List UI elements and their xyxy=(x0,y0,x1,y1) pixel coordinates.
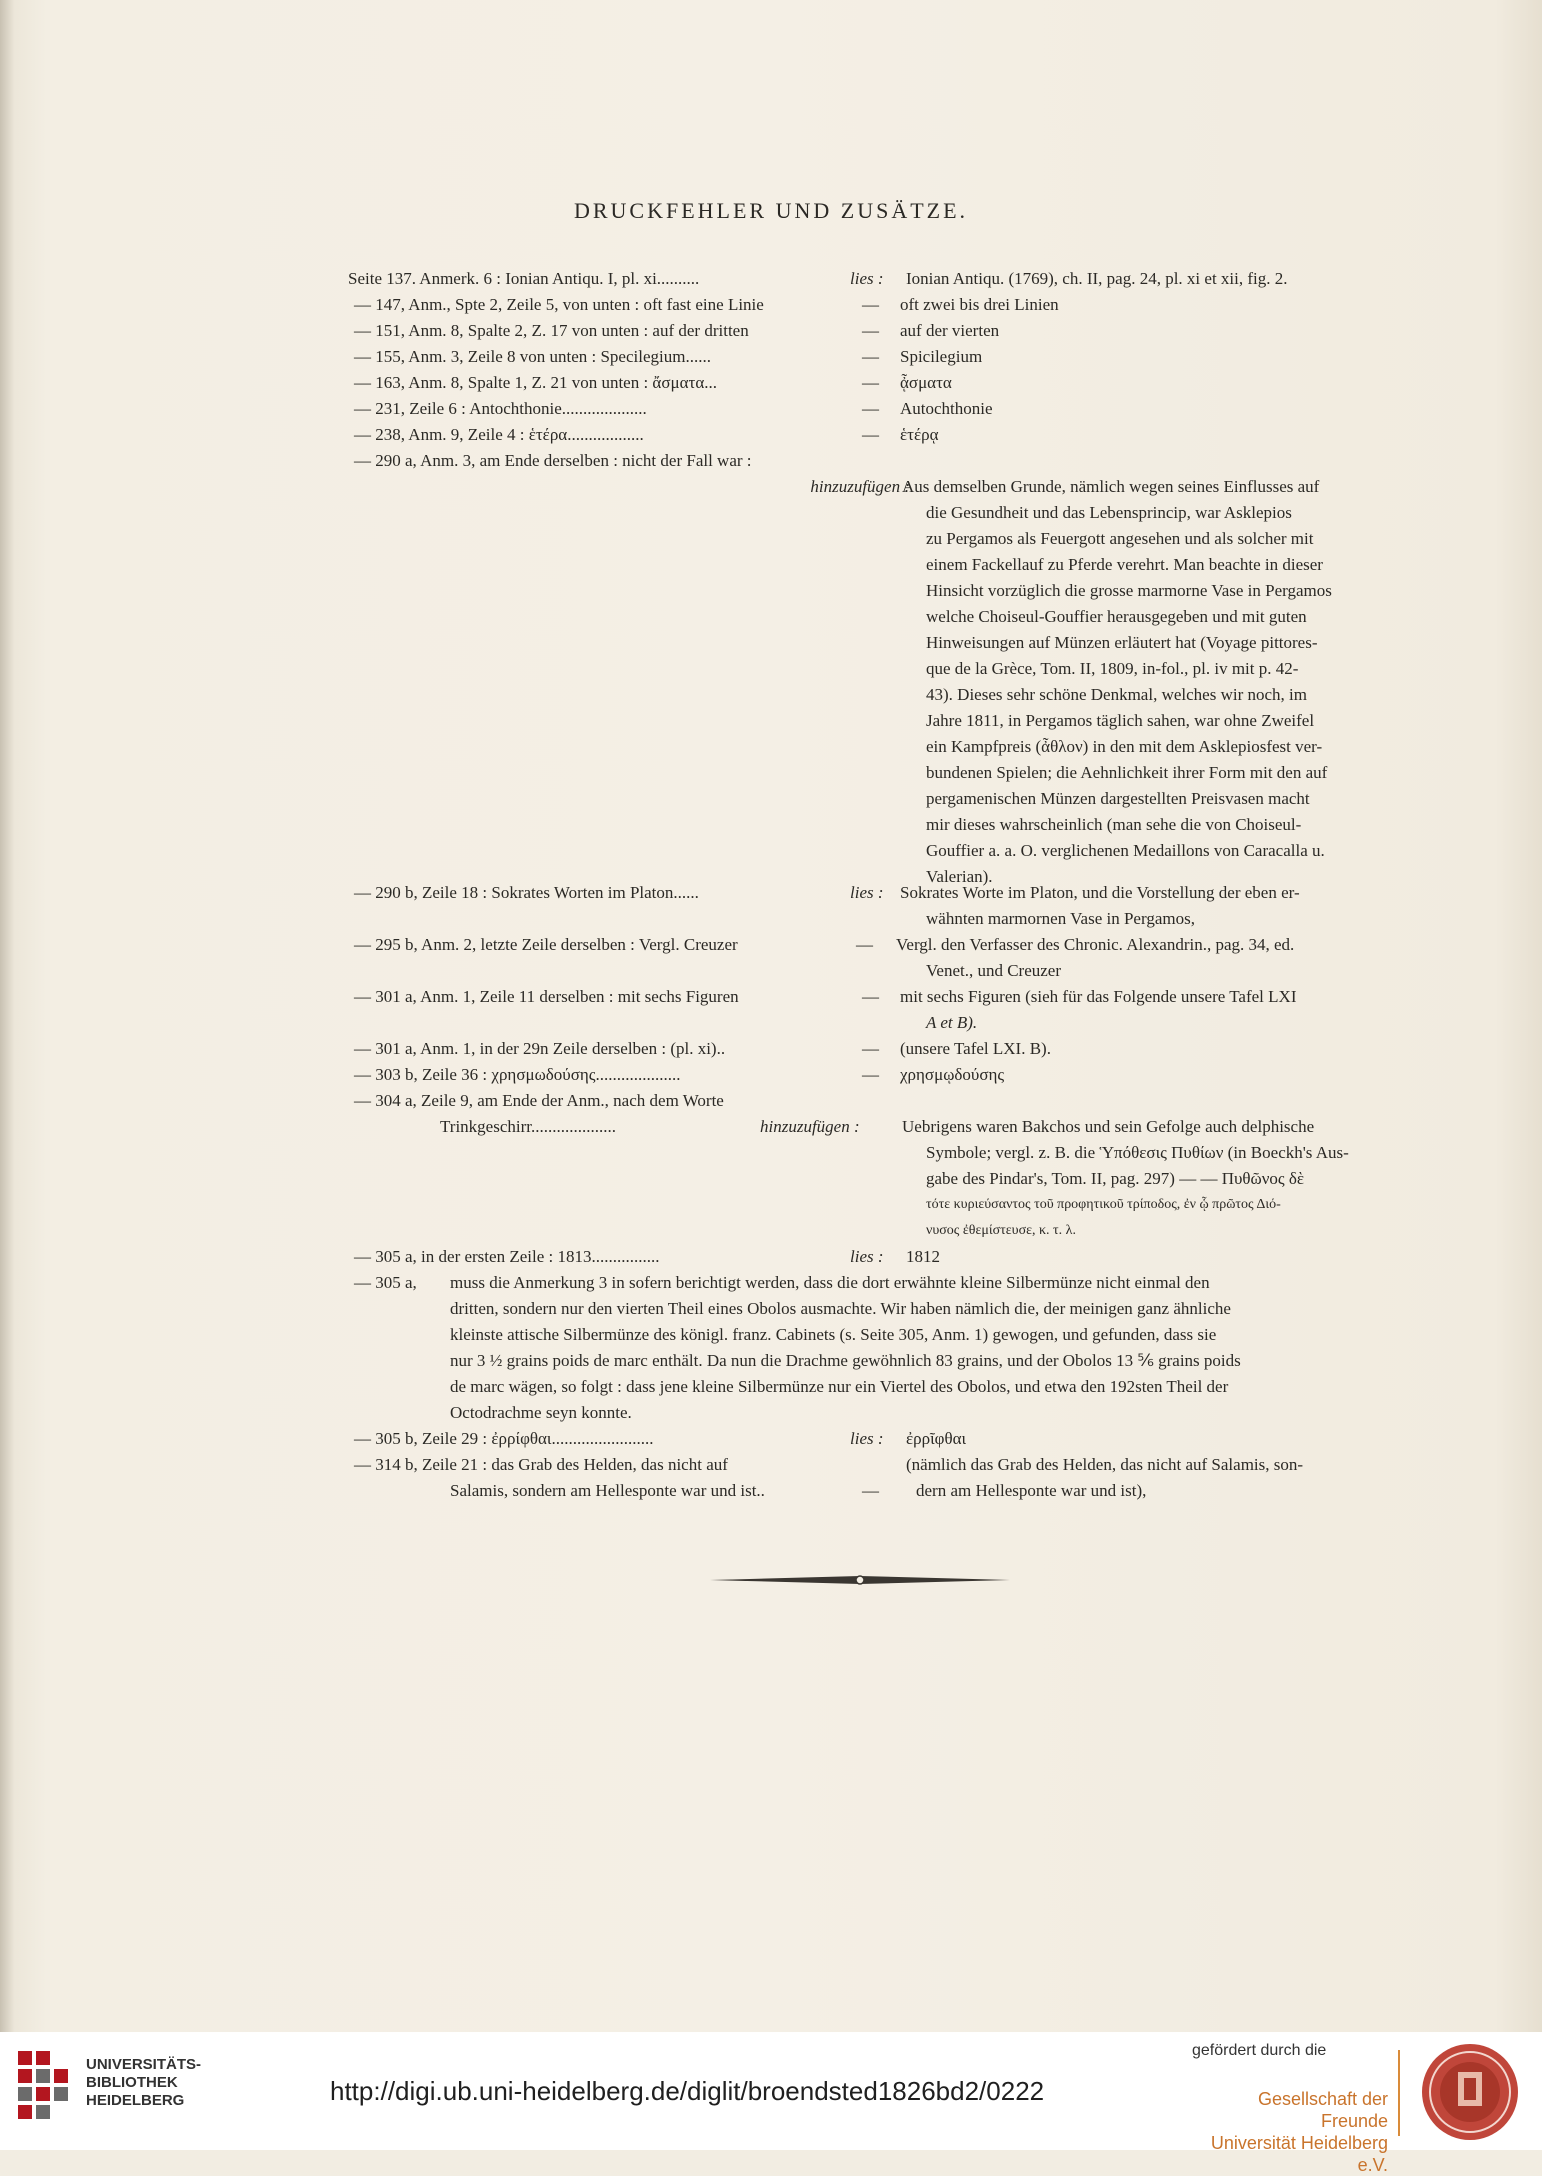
university-seal-icon xyxy=(1420,2042,1520,2142)
errata-row xyxy=(0,396,1542,422)
errata-original: — 238, Anm. 9, Zeile 4 : ἑτέρα.................. xyxy=(354,425,644,444)
errata-marker: — xyxy=(862,1065,879,1084)
addition-line: Valerian). xyxy=(926,867,993,886)
errata-original: — 305 a, in der ersten Zeile : 1813................ xyxy=(354,1247,660,1266)
errata-correction: oft zwei bis drei Linien xyxy=(900,295,1059,314)
addition-label: hinzuzufügen : xyxy=(810,477,910,496)
errata-original-cont: Salamis, sondern am Hellesponte war und ist.. xyxy=(450,1481,765,1500)
errata-row xyxy=(0,422,1542,448)
errata-marker: — xyxy=(862,347,879,366)
errata-marker: — xyxy=(862,321,879,340)
addition-line: ein Kampfpreis (ἆθλον) in den mit dem Asklepiosfest ver- xyxy=(926,737,1323,756)
errata-row xyxy=(0,1426,1542,1452)
errata-original: — 151, Anm. 8, Spalte 2, Z. 17 von unten : auf der dritten xyxy=(354,321,749,340)
addition-line: Uebrigens waren Bakchos und sein Gefolge auch delphische xyxy=(902,1117,1315,1136)
errata-correction: Autochthonie xyxy=(900,399,993,418)
errata-row xyxy=(0,292,1542,318)
errata-correction: ᾆσματα xyxy=(900,373,952,392)
errata-marker: — xyxy=(856,935,873,954)
errata-original: — 290 a, Anm. 3, am Ende derselben : nicht der Fall war : xyxy=(354,451,752,470)
addition-line: que de la Grèce, Tom. II, 1809, in-fol., pl. iv mit p. 42- xyxy=(926,659,1299,678)
errata-correction: Vergl. den Verfasser des Chronic. Alexandrin., pag. 34, ed. xyxy=(896,935,1295,954)
errata-original: — 305 b, Zeile 29 : ἐρρίφθαι........................ xyxy=(354,1429,654,1448)
addition-line: Hinsicht vorzüglich die grosse marmorne Vase in Pergamos xyxy=(926,581,1332,600)
errata-original: — 295 b, Anm. 2, letzte Zeile derselben : Vergl. Creuzer xyxy=(354,935,738,954)
errata-correction: mit sechs Figuren (sieh für das Folgende unsere Tafel LXI xyxy=(900,987,1297,1006)
errata-original: — 304 a, Zeile 9, am Ende der Anm., nach dem Worte xyxy=(354,1091,724,1110)
errata-marker: — xyxy=(862,295,879,314)
addition-line: Aus demselben Grunde, nämlich wegen seines Einflusses auf xyxy=(902,477,1320,496)
addition-label: hinzuzufügen : xyxy=(760,1117,860,1136)
errata-original: — 155, Anm. 3, Zeile 8 von unten : Specilegium...... xyxy=(354,347,711,366)
errata-marker: — xyxy=(862,1039,879,1058)
library-line: BIBLIOTHEK xyxy=(86,2074,178,2091)
addition-line: 43). Dieses sehr schöne Denkmal, welches wir noch, im xyxy=(926,685,1307,704)
note-line: Octodrachme seyn konnte. xyxy=(450,1403,632,1422)
funder-line: Universität Heidelberg e.V. xyxy=(1210,2133,1388,2175)
addition-text xyxy=(902,474,1398,890)
errata-correction: ἐρρῖφθαι xyxy=(906,1429,967,1448)
errata-original: — 301 a, Anm. 1, Zeile 11 derselben : mit sechs Figuren xyxy=(354,987,739,1006)
addition-line: Symbole; vergl. z. B. die Ὑπόθεσις Πυθίων (in Boeckh's Aus- xyxy=(926,1143,1349,1162)
errata-marker: — xyxy=(862,373,879,392)
errata-marker: — xyxy=(862,987,879,1006)
library-line: HEIDELBERG xyxy=(86,2092,185,2109)
errata-marker: lies : xyxy=(850,269,884,288)
errata-correction: 1812 xyxy=(906,1247,940,1266)
errata-marker: — xyxy=(862,425,879,444)
addition-line: zu Pergamos als Feuergott angesehen und als solcher mit xyxy=(926,529,1314,548)
note-line: muss die Anmerkung 3 in sofern berichtigt werden, dass die dort erwähnte kleine Silbermünze nicht einmal den xyxy=(450,1273,1210,1292)
errata-row xyxy=(0,1244,1542,1270)
university-library-name xyxy=(86,2056,201,2110)
permalink-url[interactable]: http://digi.ub.uni-heidelberg.de/diglit/broendsted1826bd2/0222 xyxy=(330,2076,1045,2106)
errata-correction: ἑτέρᾳ xyxy=(900,425,939,444)
errata-marker: — xyxy=(862,1481,879,1500)
addition-text-2 xyxy=(902,1114,1398,1244)
page-title: DRUCKFEHLER UND ZUSÄTZE. xyxy=(573,198,969,223)
addition-line: welche Choiseul-Gouffier herausgegeben und mit guten xyxy=(926,607,1307,626)
errata-row xyxy=(0,1010,1542,1036)
errata-marker: lies : xyxy=(850,1429,884,1448)
errata-original: — 290 b, Zeile 18 : Sokrates Worten im Platon...... xyxy=(354,883,699,902)
errata-row xyxy=(0,880,1542,906)
errata-marker: — xyxy=(862,399,879,418)
ornament-divider xyxy=(710,1572,1010,1588)
addition-line: gabe des Pindar's, Tom. II, pag. 297) — — Πυθῶνος δὲ xyxy=(926,1169,1305,1188)
errata-row xyxy=(0,370,1542,396)
errata-row xyxy=(0,1036,1542,1062)
errata-row xyxy=(0,1062,1542,1088)
addition-line: einem Fackellauf zu Pferde verehrt. Man beachte in dieser xyxy=(926,555,1323,574)
note-paragraph xyxy=(450,1270,1398,1426)
errata-correction-cont: A et B). xyxy=(926,1013,978,1032)
errata-correction: (nämlich das Grab des Helden, das nicht auf Salamis, son- xyxy=(906,1455,1304,1474)
errata-original: — 163, Anm. 8, Spalte 1, Z. 21 von unten : ἄσματα... xyxy=(354,373,718,392)
errata-row xyxy=(0,266,1542,292)
note-line: de marc wägen, so folgt : dass jene kleine Silbermünze nur ein Viertel des Obolos, und etwa den 192sten Theil der xyxy=(450,1377,1229,1396)
errata-correction-cont: dern am Hellesponte war und ist), xyxy=(916,1481,1147,1500)
note-line: dritten, sondern nur den vierten Theil eines Obolos ausmachte. Wir haben nämlich die, der meinigen ganz ähnliche xyxy=(450,1299,1231,1318)
errata-row xyxy=(0,906,1542,932)
funder-line: Gesellschaft der Freunde xyxy=(1257,2089,1388,2131)
errata-correction-cont: Venet., und Creuzer xyxy=(926,961,1062,980)
errata-row xyxy=(0,1452,1542,1478)
addition-line: die Gesundheit und das Lebensprincip, war Asklepios xyxy=(926,503,1292,522)
footer-separator xyxy=(1398,2050,1400,2136)
addition-line: νυσος ἐθεμίστευσε, κ. τ. λ. xyxy=(926,1223,1076,1238)
addition-line: Gouffier a. a. O. verglichenen Medaillons von Caracalla u. xyxy=(926,841,1325,860)
addition-line: τότε κυριεύσαντος τοῦ προφητικοῦ τρίποδος, ἐν ᾧ πρῶτος Διό- xyxy=(926,1197,1281,1212)
addition-line: mir dieses wahrscheinlich (man sehe die von Choiseul- xyxy=(926,815,1302,834)
errata-correction: auf der vierten xyxy=(900,321,1000,340)
errata-correction: Spicilegium xyxy=(900,347,983,366)
errata-correction: Sokrates Worte im Platon, und die Vorstellung der eben er- xyxy=(900,883,1300,902)
errata-row xyxy=(0,958,1542,984)
errata-correction: Ionian Antiqu. (1769), ch. II, pag. 24, pl. xi et xii, fig. 2. xyxy=(906,269,1288,288)
errata-row xyxy=(0,318,1542,344)
errata-correction-cont: wähnten marmornen Vase in Pergamos, xyxy=(926,909,1195,928)
errata-row xyxy=(0,448,1542,474)
note-line: kleinste attische Silbermünze des königl. franz. Cabinets (s. Seite 305, Anm. 1) gewogen, und gefunden, dass sie xyxy=(450,1325,1217,1344)
funder-name xyxy=(1198,2088,1388,2176)
errata-original: Seite 137. Anmerk. 6 : Ionian Antiqu. I, pl. xi.......... xyxy=(348,269,700,288)
addition-line: bundenen Spielen; die Aehnlichkeit ihrer Form mit den auf xyxy=(926,763,1328,782)
note-line: nur 3 ½ grains poids de marc enthält. Da nun die Drachme gewöhnlich 83 grains, und der Obolos 13 ⅚ grains poids xyxy=(450,1351,1241,1370)
errata-row xyxy=(0,344,1542,370)
errata-marker: lies : xyxy=(850,883,884,902)
errata-row xyxy=(0,984,1542,1010)
library-line: UNIVERSITÄTS- xyxy=(86,2056,202,2073)
errata-row xyxy=(0,932,1542,958)
errata-marker: lies : xyxy=(850,1247,884,1266)
errata-original: — 314 b, Zeile 21 : das Grab des Helden, das nicht auf xyxy=(354,1455,728,1474)
errata-correction: (unsere Tafel LXI. B). xyxy=(900,1039,1051,1058)
errata-row xyxy=(0,1478,1542,1504)
errata-row xyxy=(0,1088,1542,1114)
errata-original-cont: Trinkgeschirr.................... xyxy=(440,1117,616,1136)
errata-original: — 301 a, Anm. 1, in der 29n Zeile derselben : (pl. xi).. xyxy=(354,1039,726,1058)
errata-original: — 147, Anm., Spte 2, Zeile 5, von unten : oft fast eine Linie xyxy=(354,295,764,314)
addition-line: Hinweisungen auf Münzen erläutert hat (Voyage pittores- xyxy=(926,633,1318,652)
footer-bar xyxy=(0,2032,1542,2175)
addition-line: pergamenischen Münzen dargestellten Preisvasen macht xyxy=(926,789,1310,808)
errata-correction: χρησμῳδούσης xyxy=(900,1065,1005,1084)
errata-lead: — 305 a, xyxy=(354,1273,417,1292)
errata-original: — 303 b, Zeile 36 : χρησμωδούσης.................... xyxy=(354,1065,681,1084)
university-library-logo-icon xyxy=(14,2045,76,2133)
errata-original: — 231, Zeile 6 : Antochthonie.................... xyxy=(354,399,647,418)
funded-by-label: gefördert durch die xyxy=(1192,2042,1327,2059)
addition-line: Jahre 1811, in Pergamos täglich sahen, war ohne Zweifel xyxy=(926,711,1315,730)
